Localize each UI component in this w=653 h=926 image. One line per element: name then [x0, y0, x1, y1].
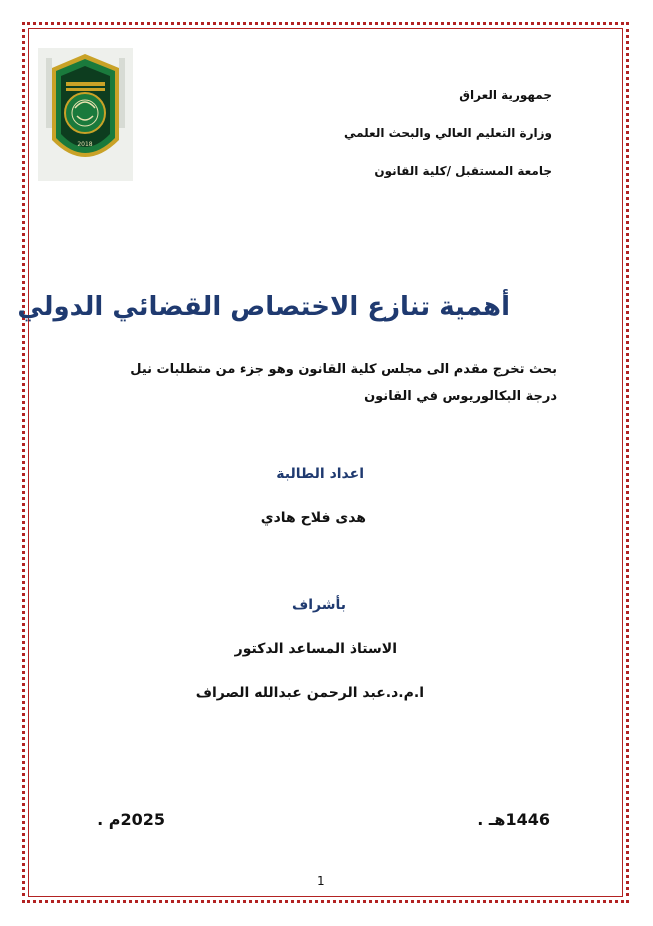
svg-text:2018: 2018: [77, 141, 93, 148]
gregorian-date: 2025م .: [97, 810, 165, 829]
student-label: اعداد الطالبة: [276, 466, 364, 482]
research-subtitle: بحث تخرج مقدم الى مجلس كلية القانون وهو جزء من متطلبات نيل درجة البكالوريوس في القانون: [130, 362, 557, 404]
supervisor-rank: الاستاذ المساعد الدكتور: [234, 641, 397, 657]
page-number: 1: [317, 874, 325, 888]
university-logo: [38, 48, 133, 181]
university-line: جامعة المستقبل /كلية القانون: [374, 164, 552, 178]
supervisor-name: ا.م.د.عبد الرحمن عبدالله الصراف: [195, 685, 424, 701]
republic-line: جمهورية العراق: [459, 88, 552, 102]
research-title: أهمية تنازع الاختصاص القضائي الدولي: [17, 292, 510, 322]
supervisor-label: بأشراف: [291, 597, 346, 613]
student-name: هدى فلاح هادي: [260, 510, 366, 526]
ministry-line: وزارة التعليم العالي والبحث العلمي: [343, 126, 552, 140]
hijri-date: 1446هـ .: [477, 810, 550, 829]
